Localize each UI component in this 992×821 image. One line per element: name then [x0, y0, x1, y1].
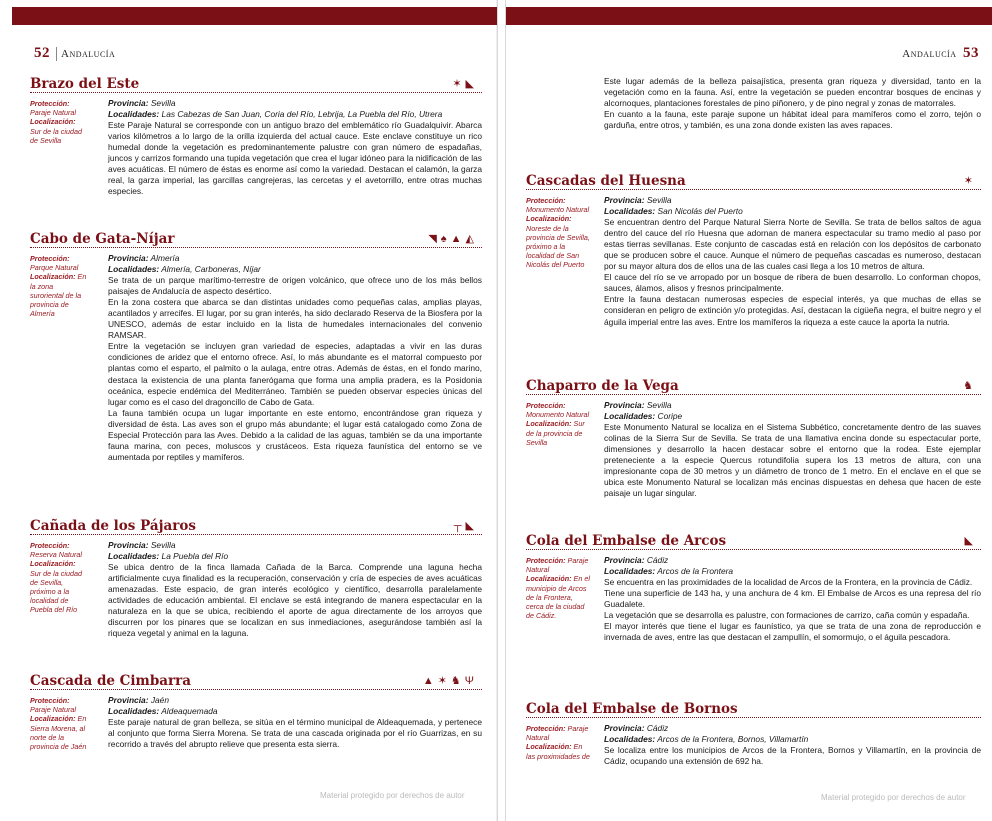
proteccion-value: Reserva Natural	[30, 550, 82, 560]
localizacion-value: En la zona suroriental de la provincia de Almería	[30, 272, 87, 319]
heron-icon: ┬	[453, 520, 466, 532]
provincia-value: Jaén	[150, 695, 169, 705]
entry-sidebar	[30, 254, 88, 318]
provincia-label: Provincia:	[604, 723, 645, 733]
running-head: Andalucía	[902, 48, 957, 60]
duck-icon: ◣	[964, 535, 977, 547]
entry-icons	[428, 232, 478, 245]
entry-header	[526, 377, 981, 395]
entry-title: Chaparro de la Vega	[526, 378, 679, 394]
entry	[30, 672, 482, 750]
entry-text: Este Paraje Natural se corresponde con un antiguo brazo del emblemático río Guadalquivir. Abarca varios kilómetros a lo largo de la orilla izquierda del actual cauce. Este enclave constituye un rico humedal donde la vegetación es predominantemente palustre con gran número de espadañas, juncos y carrizos formando una tupida vegetación que crea el lugar idóneo para la nidificación de las aves acuáticas. El número de éstas es enorme así como la variedad. Destacan el calamón, la garza real, la garza imperial, las garcillas cangrejeras, las cercetas y el avetorrillo, entre otras muchas especies.	[108, 120, 482, 197]
entry-icons	[452, 77, 478, 90]
entry-icons	[965, 534, 977, 547]
localidades-label: Localidades:	[108, 551, 160, 562]
proteccion-label: Protección:	[526, 196, 566, 205]
entry-sidebar	[526, 724, 592, 761]
entry-header	[526, 700, 981, 718]
watermark: Material protegido por derechos de autor	[320, 791, 465, 800]
localidades-label: Localidades:	[108, 706, 160, 717]
proteccion-label: Protección:	[526, 724, 566, 733]
localizacion-label: Localización:	[526, 214, 572, 224]
entry-text: Este Monumento Natural se localiza en el Sistema Subbético, concretamente dentro de las suaves colinas de la Sierra Sur de Sevilla. Se trata de una llamativa encina donde su espectacular porte, dimensiones y desarrollo la hacen destacar sobre el entorno que la rodea. Este ejemplar preteneciente a la especie Quercus rotundifolia supera los 13 metros de altura, con una impresionante copa de 30 metros y un diámetro de tronco de 1 metro. En el enclave en el que se ubica este Monumento Natural se localizan más encinas dispuestas en dehesa que hacen de este paisaje un lugar singular.	[604, 422, 981, 499]
page-header	[34, 45, 115, 62]
proteccion-label: Protección:	[30, 696, 70, 705]
watermark: Material protegido por derechos de autor	[821, 793, 966, 802]
localidades-value: Coripe	[657, 411, 683, 422]
entry-text: Se trata de un parque marítimo-terrestre de origen volcánico, que ofrece uno de los más bellos paisajes de Andalucía de aspecto desértico. En la zona costera que abarca se dan distintas unidades como pequeñas calas, amplias playas, acantilados y arrecifes. El lugar, por su gran interés, ha sido declarado Reserva de la Biosfera por la UNESCO, además de estar incluido en la lista de humedales internacionales del convenio RAMSAR. Entre la vegetación se incluyen gran variedad de especies, adaptadas a vivir en las duras condiciones de aridez que el entorno ofrece. Así, lo más abundante es el matorral compuesto por plantas como el esparto, el palmito o la aulaga, entre otras. Además de éstas, en el fondo marino, destaca la existencia de una planta fanerógama que forma una amplia pradera, es la Posidonia oceánica, especie endémica del Mediterráneo. También se pueden observar especies únicas del lugar como es el caso del dragoncillo de Cabo de Gata. La fauna también ocupa un lugar importante en este entorno, encontrándose gran riqueza y diversidad de ésta. Las aves son el grupo más abundante; el lugar está catalogado como Zona de Especial Protección para las Aves. Debido a la calidad de las aguas, también se da una importante fauna marina, con peces, moluscos y crustáceos. Esta riqueza faunística del entorno se ve aumentada por reptiles y mamíferos.	[108, 275, 482, 462]
proteccion-label: Protección:	[526, 401, 566, 410]
provincia-label: Provincia:	[108, 98, 149, 108]
localidades-value: Las Cabezas de San Juan, Coria del Río, Lebrija, La Puebla del Río, Utrera	[161, 109, 443, 120]
localidades-value: Arcos de la Frontera, Bornos, Villamartín	[657, 734, 809, 745]
localidades-label: Localidades:	[604, 206, 656, 217]
localidades-label: Localidades:	[604, 566, 656, 577]
provincia-value: Cádiz	[646, 555, 669, 565]
running-head: Andalucía	[61, 48, 116, 60]
entry-header	[30, 75, 482, 93]
entry-title: Brazo del Este	[30, 76, 140, 92]
animal-icon: ♞	[450, 675, 465, 687]
page-number: 53	[963, 45, 979, 61]
localidades-label: Localidades:	[108, 109, 160, 120]
provincia-value: Sevilla	[646, 400, 672, 410]
localizacion-value: Noreste de la provincia de Sevilla, próximo a la localidad de San Nicolás del Puerto	[526, 223, 590, 270]
localidades-value: San Nicolás del Puerto	[657, 206, 743, 217]
duck-icon: ◣	[465, 520, 478, 532]
mountain-icon: ▲	[422, 675, 438, 687]
provincia-label: Provincia:	[604, 555, 645, 565]
bird-icon: ✶	[452, 78, 466, 90]
provincia-value: Sevilla	[150, 98, 176, 108]
localidades-value: Almería, Carboneras, Níjar	[161, 264, 261, 275]
entry-sidebar	[526, 401, 592, 447]
entry-sidebar	[30, 99, 88, 145]
entry-title: Cascada de Cimbarra	[30, 673, 191, 689]
entry-sidebar	[30, 541, 88, 615]
mountain-icon: ▲	[450, 233, 466, 245]
proteccion-label: Protección:	[30, 99, 70, 108]
entry-body	[108, 98, 482, 197]
proteccion-label: Protección:	[30, 254, 70, 263]
entry-header	[30, 230, 482, 248]
localizacion-label: Localización:	[30, 559, 76, 569]
entry-header	[526, 172, 981, 190]
localizacion-label: Localización:	[30, 117, 76, 127]
localidades-label: Localidades:	[604, 734, 656, 745]
localizacion-label: Localización:	[526, 742, 572, 752]
localidades-value: Aldeaquemada	[161, 706, 218, 717]
proteccion-value: Monumento Natural	[526, 205, 590, 215]
entry-text: Se encuentran dentro del Parque Natural Sierra Norte de Sevilla. Se trata de bellos saltos de agua dentro del cauce del río Huesna que adornan de manera espectacular su tramo medio al paso por estas tierras sevillanas. Este conjunto de cascadas está en relación con los depósitos de carbonato que se producen sobre el cauce. Aunque el número de pequeñas cascadas es numeroso, destacan por su mayor altura dos de ellos una de las cuales casi llega a los 10 metros de altura. El cauce del río se ve arropado por un bosque de ribera de buen desarrollo. Lo conforman chopos, sauces, álamos, alisos y fresnos principalmente. Entre la fauna destacan numerosas especies de especial interés, ya que muchas de ellas se consideran en peligro de extinción y/o protegidas. Así, destacan la cigüeña negra, el buitre negro y el águila imperial entre las aves. Entre los mamíferos la riqueza a este cauce la aporta la nutria.	[604, 217, 981, 327]
entry-title: Cola del Embalse de Bornos	[526, 701, 738, 717]
provincia-label: Provincia:	[604, 195, 645, 205]
localizacion-value: En Sierra Morena, al norte de la provincia de Jaén	[30, 714, 87, 752]
localidades-label: Localidades:	[604, 411, 656, 422]
localizacion-value: En las proximidades de	[526, 742, 590, 761]
fish-icon: ◥	[428, 233, 441, 245]
entry-icons	[423, 674, 478, 687]
localizacion-value: Sur de la ciudad de Sevilla, próximo a la localidad de Puebla del Río	[30, 568, 82, 615]
entry-sidebar	[30, 696, 88, 751]
top-color-bar	[12, 7, 497, 25]
entry-icons	[454, 519, 478, 532]
bird-icon: ✶	[963, 175, 977, 187]
proteccion-value: Paraje Natural	[526, 724, 589, 743]
proteccion-value: Parque Natural	[30, 263, 79, 273]
entry-sidebar	[526, 556, 592, 620]
right-page	[505, 0, 992, 821]
entry-icons	[964, 174, 977, 187]
localidades-value: Arcos de la Frontera	[657, 566, 734, 577]
top-color-bar	[506, 7, 992, 25]
entry-body	[108, 695, 482, 750]
entry-title: Cola del Embalse de Arcos	[526, 533, 727, 549]
entry	[526, 700, 981, 767]
localizacion-label: Localización:	[30, 272, 76, 282]
entry-body	[108, 253, 482, 463]
continuation-block	[526, 76, 981, 131]
localizacion-value: Sur de la ciudad de Sevilla	[30, 126, 82, 145]
localizacion-label: Localización:	[30, 714, 76, 724]
entry-icons	[963, 379, 977, 392]
proteccion-label: Protección:	[30, 541, 70, 550]
proteccion-value: Paraje Natural	[30, 108, 76, 118]
entry-text: Este paraje natural de gran belleza, se sitúa en el término municipal de Aldeaquemada, y pertenece al conjunto que forma Sierra Morena. Se trata de una cascada originada por el río Guarrizas, en su recorrido a través del abrupto relieve que presenta esta sierra.	[108, 717, 482, 750]
entry-title: Cabo de Gata-Níjar	[30, 231, 175, 247]
provincia-label: Provincia:	[604, 400, 645, 410]
duck-icon: ◣	[465, 78, 478, 90]
provincia-value: Cádiz	[646, 723, 669, 733]
entry-title: Cascadas del Huesna	[526, 173, 686, 189]
proteccion-value: Paraje Natural	[526, 556, 589, 575]
entry-text: Se localiza entre los municipios de Arcos de la Frontera, Bornos y Villamartín, en la provincia de Cádiz, ocupando una extensión de 692 ha.	[604, 745, 981, 767]
provincia-value: Almería	[150, 253, 180, 263]
entry	[526, 172, 981, 328]
bird-icon: ✶	[437, 675, 451, 687]
entry-body	[604, 723, 981, 767]
continuation-paragraph: Este lugar además de la belleza paisajística, presenta gran riqueza y diversidad, tanto en la vegetación como en la fauna. Así, entre la vegetación se pueden encontrar bosques de encinas y alcornoques, plantaciones forestales de pino piñonero, y de pino negral y zonas de matorrales. En cuanto a la fauna, este paraje supone un hábitat ideal para mamíferos como el zorro, tejón o garduña, entre otros, y también, es una zona donde existen las aves rapaces.	[604, 76, 981, 131]
entry-title: Cañada de los Pájaros	[30, 518, 196, 534]
continuation-text	[604, 76, 981, 131]
entry	[526, 532, 981, 643]
entry-body	[604, 195, 981, 328]
deer-icon: Ψ	[464, 675, 478, 687]
landscape-icon: ◭	[465, 233, 478, 245]
provincia-label: Provincia:	[108, 695, 149, 705]
entry	[30, 517, 482, 639]
provincia-value: Sevilla	[150, 540, 176, 550]
entry-sidebar	[526, 196, 592, 270]
localidades-value: La Puebla del Río	[161, 551, 229, 562]
animal-icon: ♞	[963, 380, 977, 392]
entry	[526, 377, 981, 499]
entry-body	[108, 540, 482, 639]
entry-header	[526, 532, 981, 550]
entry-text: Se encuentra en las proximidades de la localidad de Arcos de la Frontera, en la provincia de Cádiz. Tiene una superficie de 143 ha, y una anchura de 4 km. El Embalse de Arcos es una represa del río Guadalete. La vegetación que se desarrolla es palustre, con formaciones de carrizo, caña común y espadaña. El mayor interés que tiene el lugar es faunístico, ya que se trata de una zona de reproducción e invernada de aves, entre las que destacan el zampullín, el somormujo, o el águila pescadora.	[604, 577, 981, 643]
proteccion-label: Protección:	[526, 556, 566, 565]
provincia-label: Provincia:	[108, 253, 149, 263]
entry-body	[604, 555, 981, 643]
entry-header	[30, 672, 482, 690]
localizacion-label: Localización:	[526, 419, 572, 429]
localizacion-value: En el municipio de Arcos de la Frontera, cerca de la ciudad de Cádiz.	[526, 574, 590, 621]
entry	[30, 75, 482, 197]
provincia-label: Provincia:	[108, 540, 149, 550]
proteccion-value: Monumento Natural	[526, 410, 590, 420]
entry-text: Se ubica dentro de la finca llamada Cañada de la Barca. Comprende una laguna hecha artificialmente cuya finalidad es la recuperación, conservación y cría de especies de aves acuáticas amenazadas. Este espacio, de gran interés ecológico y científico, desarrolla paralelamente actividades de educación ambiental. El enclave se está integrando de manera espectacular en la naturaleza en la que se ubica, recibiendo el aporte de agua directamente de los arroyos que discurren por los pinares que se localizan en sus inmediaciones, asegurándose también así la riqueza vegetal y animal en la laguna.	[108, 562, 482, 639]
provincia-value: Sevilla	[646, 195, 672, 205]
proteccion-value: Paraje Natural	[30, 705, 76, 715]
entry-header	[30, 517, 482, 535]
page-number: 52	[34, 45, 50, 61]
localidades-label: Localidades:	[108, 264, 160, 275]
localizacion-value: Sur de la provincia de Sevilla	[526, 419, 585, 447]
localizacion-label: Localización:	[526, 574, 572, 584]
entry	[30, 230, 482, 463]
entry-body	[604, 400, 981, 499]
page-header	[902, 45, 979, 62]
tree-icon: ♠	[440, 233, 451, 245]
